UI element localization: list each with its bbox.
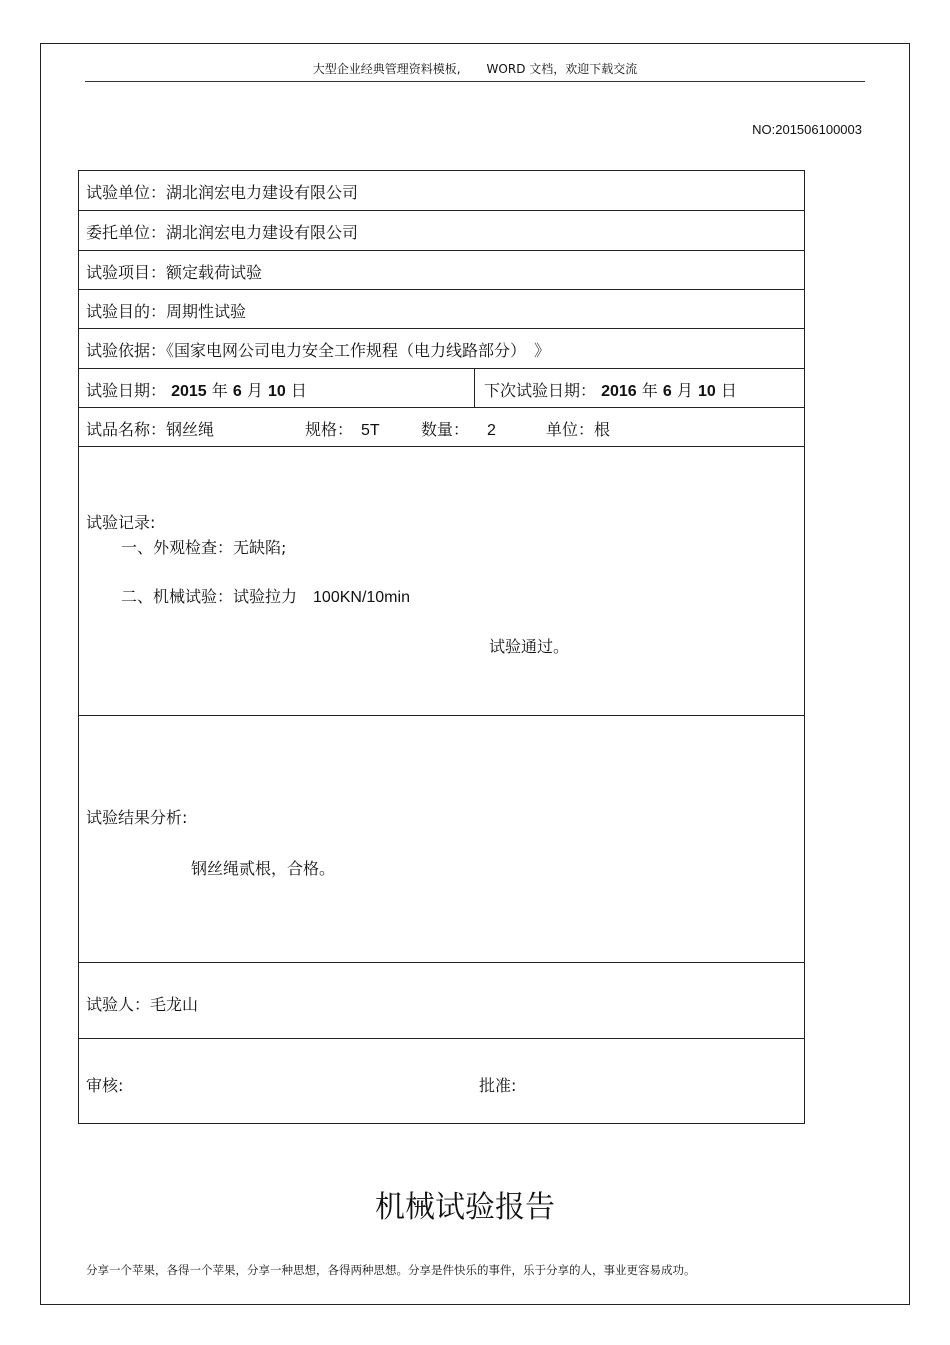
sample-unit-value: 根: [594, 420, 611, 439]
record-item-2: [121, 584, 410, 607]
next-date-year: 2016: [601, 383, 637, 400]
row-test-basis: [79, 329, 804, 369]
sample-spec: [305, 417, 380, 440]
row-test-purpose: [79, 290, 804, 329]
sample-name-label: 试品名称：: [86, 420, 167, 439]
report-table: [78, 170, 805, 1124]
next-date-year-unit: 年: [641, 381, 658, 400]
next-date-day: 10: [698, 383, 716, 400]
row-test-item: [79, 251, 804, 290]
next-date-month: 6: [662, 383, 672, 400]
sample-name-value: 钢丝绳: [166, 420, 215, 439]
date-divider: [474, 369, 475, 407]
sample-unit: [546, 417, 610, 440]
sample-spec-value: 5T: [361, 422, 380, 439]
sample-qty-value: 2: [487, 422, 496, 439]
sample-spec-label: 规格：: [305, 420, 354, 439]
test-date: [86, 378, 307, 401]
approve-label: 批准:: [479, 1076, 517, 1095]
next-date-month-unit: 月: [676, 381, 693, 400]
row-signoff: [79, 1039, 804, 1123]
test-date-year: 2015: [171, 383, 207, 400]
test-purpose-text: 试验目的：周期性试验: [86, 302, 247, 321]
sample-unit-label: 单位：: [546, 420, 595, 439]
footer-text: 分享一个苹果，各得一个苹果，分享一种思想，各得两种思想。分享是件快乐的事件，乐于分享的人，事业更容易成功。: [86, 1263, 696, 1277]
row-sample: [79, 408, 804, 447]
next-test-date: [484, 378, 737, 401]
sample-name: [86, 417, 214, 440]
client-unit-text: 委托单位：湖北润宏电力建设有限公司: [86, 223, 359, 242]
header-left-text: 大型企业经典管理资料模板,: [312, 62, 461, 76]
review-label: 审核:: [86, 1076, 124, 1095]
analysis-text: 钢丝绳贰根，合格。: [191, 859, 336, 878]
row-dates: [79, 369, 804, 408]
tester-name: 毛龙山: [150, 995, 199, 1014]
page-header: [85, 60, 865, 82]
test-date-month: 6: [232, 383, 242, 400]
tester-label: 试验人：: [86, 995, 151, 1014]
test-unit-text: 试验单位：湖北润宏电力建设有限公司: [86, 183, 359, 202]
record-item-1: 一、外观检查：无缺陷;: [121, 538, 287, 557]
row-test-record: [79, 447, 804, 716]
test-date-label: 试验日期：: [86, 381, 167, 400]
row-analysis: [79, 716, 804, 963]
record-item-2-value: 100KN/10min: [313, 589, 410, 606]
sample-qty: [421, 417, 496, 440]
tester: [86, 992, 198, 1015]
document-number: NO:201506100003: [752, 122, 862, 137]
next-date-label: 下次试验日期：: [484, 381, 597, 400]
record-item-2-prefix: 二、机械试验：试验拉力: [121, 587, 298, 606]
sample-qty-label: 数量：: [421, 420, 470, 439]
header-right-text: WORD 文档，欢迎下载交流: [486, 62, 638, 76]
next-date-day-unit: 日: [720, 381, 737, 400]
test-date-month-unit: 月: [246, 381, 263, 400]
test-item-text: 试验项目：额定载荷试验: [86, 263, 263, 282]
test-date-day: 10: [268, 383, 286, 400]
analysis-label: 试验结果分析:: [86, 808, 188, 827]
test-date-year-unit: 年: [211, 381, 228, 400]
test-basis-text: 试验依据：《国家电网公司电力安全工作规程（电力线路部分） 》: [86, 341, 551, 360]
row-client-unit: [79, 211, 804, 251]
row-test-unit: [79, 171, 804, 211]
report-title: 机械试验报告: [375, 1190, 555, 1225]
test-date-day-unit: 日: [290, 381, 307, 400]
record-label: 试验记录:: [86, 513, 156, 532]
row-tester: [79, 963, 804, 1039]
record-result: 试验通过。: [489, 637, 570, 656]
